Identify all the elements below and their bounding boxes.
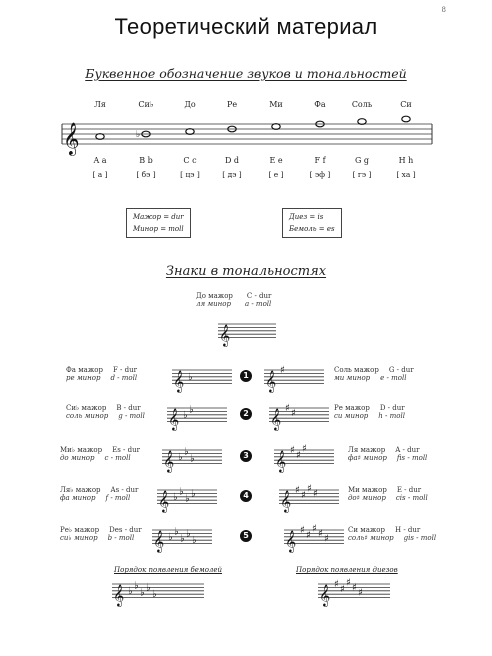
c-major-de: C - dur xyxy=(246,292,272,300)
flat-minor-row xyxy=(60,534,142,542)
note-syllable: [ е ] xyxy=(268,170,284,179)
flat-major-ru: Фа мажор xyxy=(66,366,103,374)
sharp-minor-row xyxy=(348,454,427,462)
flat-minor-row xyxy=(66,412,145,420)
sharp-major-ru: Ми мажор xyxy=(348,486,387,494)
sharp-minor-ru: си минор xyxy=(334,412,369,420)
sharp-minor-de: fis - moll xyxy=(396,454,428,462)
sharp-major-ru: Ре мажор xyxy=(334,404,370,412)
note-letter: E e xyxy=(269,156,283,165)
flat-major-de: F - dur xyxy=(112,366,137,374)
note-letter: H h xyxy=(398,156,414,165)
sharp-icon: ♯ xyxy=(358,587,363,599)
flat-minor-ru: до минор xyxy=(60,454,95,462)
sharp-minor-de: cis - moll xyxy=(395,494,428,502)
treble-clef-icon: 𝄞 xyxy=(153,530,165,553)
sharp-major-de: E - dur xyxy=(396,486,422,494)
treble-clef-icon: 𝄞 xyxy=(158,490,170,513)
sharp-minor-row xyxy=(348,494,428,502)
flat-key-staff xyxy=(167,402,227,432)
treble-clef-icon: 𝄞 xyxy=(265,370,277,393)
flat-icon: ♭ xyxy=(179,486,184,498)
sharp-major-row xyxy=(334,366,414,374)
sharp-icon: ♯ xyxy=(301,490,306,502)
whole-note xyxy=(272,124,280,130)
sharp-key-labels xyxy=(334,366,414,382)
sharp-minor-de: gis - moll xyxy=(403,534,437,542)
note-name: Си♭ xyxy=(138,100,154,109)
flat-icon: ♭ xyxy=(168,531,173,543)
note-syllable: [ гэ ] xyxy=(352,170,372,179)
note-name: Ми xyxy=(269,100,283,109)
flat-icon: ♭ xyxy=(189,404,194,416)
key-number-badge: 5 xyxy=(240,530,252,542)
flat-major-row xyxy=(66,404,145,412)
flat-key-labels xyxy=(60,486,138,502)
major-minor-box xyxy=(126,208,191,238)
note-syllable: [ дэ ] xyxy=(222,170,242,179)
sharp-icon: ♯ xyxy=(312,523,317,535)
sharp-key-labels xyxy=(348,446,427,462)
flat-major-ru: Си♭ мажор xyxy=(66,404,107,412)
flat-major-de: B - dur xyxy=(116,404,141,412)
sharp-icon: ♯ xyxy=(324,533,329,545)
flat-icon: ♭ xyxy=(184,446,189,458)
treble-clef-icon: 𝄞 xyxy=(319,584,331,607)
flat-minor-ru: ре минор xyxy=(66,374,101,382)
sharp-key-labels xyxy=(348,526,436,542)
flat-icon: ♭ xyxy=(128,585,133,597)
flat-major-row xyxy=(60,446,140,454)
flat-major-row xyxy=(60,526,142,534)
note-name: До xyxy=(184,100,196,109)
whole-note xyxy=(358,119,366,125)
whole-note xyxy=(186,129,194,135)
flat-minor-de: c - moll xyxy=(104,454,131,462)
flat-key-labels xyxy=(60,526,142,542)
flat-major-row xyxy=(60,486,138,494)
note-name: Фа xyxy=(314,100,326,109)
flat-icon: ♭ xyxy=(183,409,188,421)
flat-icon: ♭ xyxy=(140,587,145,599)
treble-clef-icon: 𝄞 xyxy=(63,122,80,155)
whole-note xyxy=(96,134,104,140)
key-number-badge: 1 xyxy=(240,370,252,382)
flat-minor-de: d - moll xyxy=(110,374,138,382)
note-syllable: [ а ] xyxy=(92,170,108,179)
sharp-major-row xyxy=(334,404,405,412)
sharp-icon: ♯ xyxy=(280,365,285,376)
flat-major-de: Des - dur xyxy=(109,526,142,534)
flat-minor-ru: соль минор xyxy=(66,412,109,420)
order-flats-staff xyxy=(112,578,204,612)
flat-icon: ♭ xyxy=(190,453,195,465)
treble-clef-icon: 𝄞 xyxy=(113,584,125,607)
treble-clef-icon: 𝄞 xyxy=(285,530,297,553)
note-name: Соль xyxy=(351,100,373,109)
sharp-key-staff xyxy=(269,402,329,432)
sharp-icon: ♯ xyxy=(302,443,307,455)
major-term: Мажор = dur xyxy=(133,213,184,221)
order-sharps-staff xyxy=(318,578,390,612)
flat-minor-row xyxy=(60,454,140,462)
sharp-major-ru: Си мажор xyxy=(348,526,385,534)
c-major-label xyxy=(196,292,271,308)
note-letter: C c xyxy=(183,156,197,165)
flat-icon: ♭ xyxy=(174,526,179,538)
sharp-key-labels xyxy=(348,486,428,502)
sharp-major-de: H - dur xyxy=(395,526,421,534)
flat-minor-row xyxy=(60,494,138,502)
sharp-minor-row xyxy=(334,412,405,420)
flat-major-de: As - dur xyxy=(110,486,139,494)
flat-major-ru: Ля♭ мажор xyxy=(60,486,101,494)
note-syllable: [ цэ ] xyxy=(180,170,200,179)
sharp-icon: ♯ xyxy=(295,485,300,496)
treble-clef-icon: 𝄞 xyxy=(280,490,292,513)
sharp-key-staff xyxy=(279,484,339,514)
treble-clef-icon: 𝄞 xyxy=(163,450,175,473)
flat-major-ru: Ре♭ мажор xyxy=(60,526,100,534)
sharp-major-ru: Ля мажор xyxy=(348,446,386,454)
sharp-icon: ♯ xyxy=(340,584,345,596)
sharp-minor-de: h - moll xyxy=(378,412,405,420)
a-minor-ru: ля минор xyxy=(196,300,231,308)
page-number: 8 xyxy=(441,6,446,14)
a-minor-de: a - moll xyxy=(244,300,272,308)
note-syllable: [ бэ ] xyxy=(136,170,156,179)
treble-clef-icon: 𝄞 xyxy=(219,324,231,347)
flat-icon: ♭ xyxy=(152,589,157,601)
flat-icon: ♭ xyxy=(146,582,151,594)
sharp-major-row xyxy=(348,446,427,454)
sharp-minor-row xyxy=(334,374,414,382)
sharp-key-staff xyxy=(284,524,344,554)
sharp-key-staff xyxy=(264,364,324,394)
note-name: Си xyxy=(400,100,412,109)
sharp-term: Диез = is xyxy=(289,213,324,221)
order-flats-title: Порядок появления бемолей xyxy=(114,566,223,574)
flat-key-labels xyxy=(66,404,145,420)
sharp-flat-box xyxy=(282,208,342,238)
sharp-icon: ♯ xyxy=(307,483,312,495)
sharp-minor-ru: соль♯ минор xyxy=(348,534,394,542)
flat-minor-de: g - moll xyxy=(118,412,145,420)
flat-major-de: Es - dur xyxy=(112,446,140,454)
flat-minor-de: b - moll xyxy=(107,534,135,542)
flat-key-labels xyxy=(66,366,137,382)
flat-icon: ♭ xyxy=(136,130,141,140)
sharp-icon: ♯ xyxy=(296,450,301,462)
treble-clef-icon: 𝄞 xyxy=(173,370,185,393)
flat-term: Бемоль = es xyxy=(289,225,335,233)
note-syllable: [ ха ] xyxy=(396,170,416,179)
flat-icon: ♭ xyxy=(178,451,183,463)
sharp-icon: ♯ xyxy=(300,525,305,536)
sharp-icon: ♯ xyxy=(291,408,296,420)
flat-key-staff xyxy=(172,364,232,394)
flat-key-labels xyxy=(60,446,140,462)
flat-icon: ♭ xyxy=(180,533,185,545)
sharp-icon: ♯ xyxy=(313,488,318,500)
sharp-major-de: G - dur xyxy=(388,366,414,374)
sharp-minor-ru: ми минор xyxy=(334,374,371,382)
flat-icon: ♭ xyxy=(192,535,197,547)
section-title-letters: Буквенное обозначение звуков и тональностей xyxy=(85,66,407,81)
note-letter: F f xyxy=(314,156,326,165)
flat-major-row xyxy=(66,366,137,374)
c-major-ru: До мажор xyxy=(196,292,233,300)
sharp-key-staff xyxy=(274,444,334,474)
sharp-icon: ♯ xyxy=(285,403,290,414)
flat-icon: ♭ xyxy=(186,528,191,540)
sharp-icon: ♯ xyxy=(306,530,311,542)
treble-clef-icon: 𝄞 xyxy=(270,408,282,431)
whole-note xyxy=(402,116,410,122)
sharp-minor-ru: фа♯ минор xyxy=(348,454,387,462)
note-name: Ля xyxy=(94,100,106,109)
flat-minor-de: f - moll xyxy=(105,494,131,502)
flat-minor-row xyxy=(66,374,137,382)
flat-icon: ♭ xyxy=(173,491,178,503)
flat-icon: ♭ xyxy=(188,371,193,383)
flat-key-staff xyxy=(162,444,222,474)
sharp-major-row xyxy=(348,486,428,494)
sharp-major-row xyxy=(348,526,436,534)
flat-icon: ♭ xyxy=(185,493,190,505)
treble-clef-icon: 𝄞 xyxy=(275,450,287,473)
treble-clef-icon: 𝄞 xyxy=(168,408,180,431)
flat-icon: ♭ xyxy=(191,488,196,500)
sharp-major-ru: Соль мажор xyxy=(334,366,379,374)
c-major-staff xyxy=(218,318,276,352)
key-number-badge: 2 xyxy=(240,408,252,420)
note-letter: D d xyxy=(224,156,240,165)
flat-key-staff xyxy=(157,484,217,514)
key-number-badge: 3 xyxy=(240,450,252,462)
sharp-key-labels xyxy=(334,404,405,420)
note-letter: G g xyxy=(354,156,370,165)
sharp-icon: ♯ xyxy=(352,582,357,594)
flat-icon: ♭ xyxy=(134,580,139,592)
note-staff xyxy=(62,112,432,162)
sharp-minor-row xyxy=(348,534,436,542)
note-letter: A a xyxy=(93,156,107,165)
flat-minor-ru: фа минор xyxy=(60,494,96,502)
flat-major-ru: Ми♭ мажор xyxy=(60,446,103,454)
key-number-badge: 4 xyxy=(240,490,252,502)
note-letter: B b xyxy=(139,156,153,165)
section-title-keys: Знаки в тональностях xyxy=(165,264,327,279)
sharp-minor-ru: до♯ минор xyxy=(348,494,386,502)
note-name: Ре xyxy=(226,100,238,109)
sharp-icon: ♯ xyxy=(318,528,323,540)
sharp-icon: ♯ xyxy=(334,579,339,590)
page-title: Теоретический материал xyxy=(114,14,378,39)
sharp-major-de: D - dur xyxy=(379,404,405,412)
flat-minor-ru: си♭ минор xyxy=(60,534,98,542)
note-syllable: [ эф ] xyxy=(309,170,331,179)
sharp-icon: ♯ xyxy=(346,577,351,589)
sharp-minor-de: e - moll xyxy=(380,374,407,382)
sharp-major-de: A - dur xyxy=(395,446,420,454)
flat-key-staff xyxy=(152,524,212,554)
sharp-icon: ♯ xyxy=(290,445,295,456)
minor-term: Минор = moll xyxy=(133,225,184,233)
order-sharps-title: Порядок появления диезов xyxy=(296,566,398,574)
